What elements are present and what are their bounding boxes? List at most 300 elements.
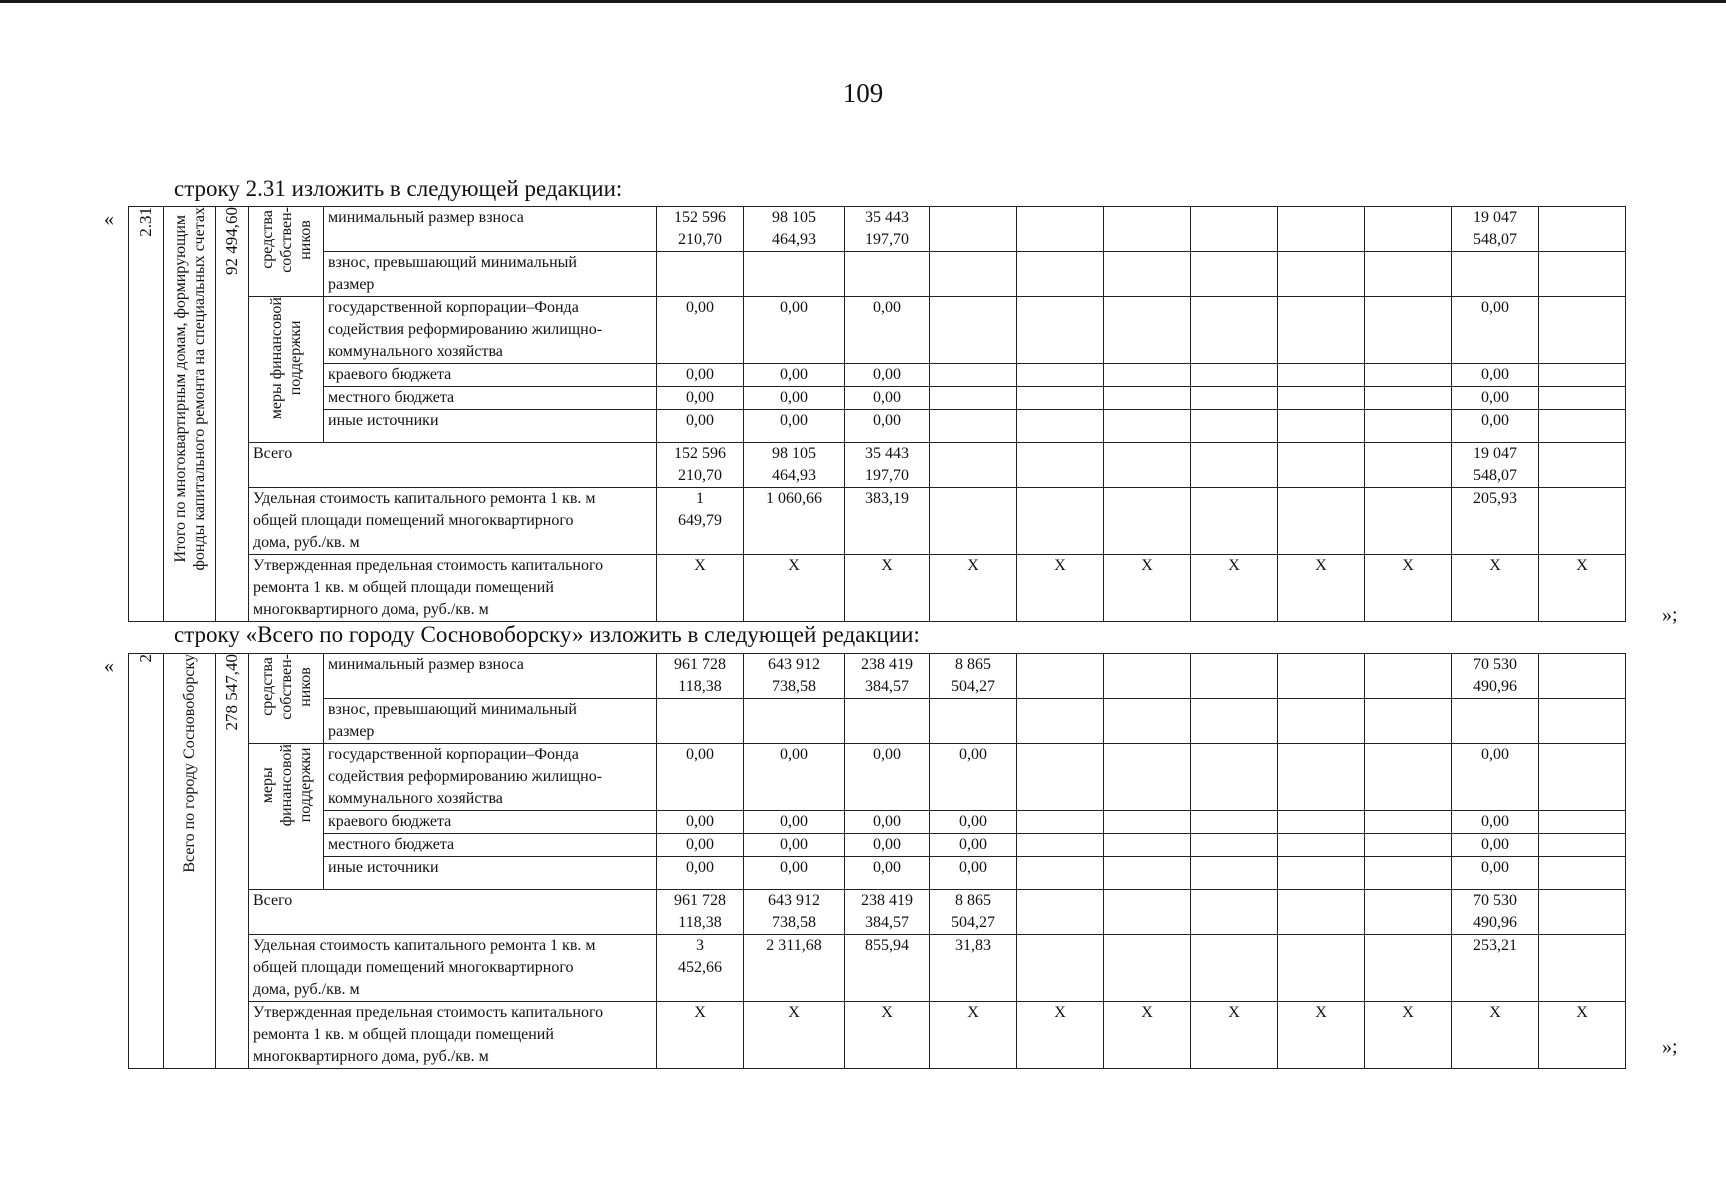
value-cell — [1365, 297, 1452, 364]
value-cell — [1191, 857, 1278, 890]
value-cell — [845, 890, 930, 935]
value-cell — [1365, 654, 1452, 699]
value-cell — [930, 699, 1017, 744]
value-cell — [1539, 744, 1626, 811]
value-cell — [1104, 252, 1191, 297]
row-label-over-fee — [324, 699, 657, 744]
total-area-text: 92 494,60 — [222, 207, 241, 275]
value-cell — [1104, 699, 1191, 744]
value-cell — [1365, 935, 1452, 1002]
row-label-line: Утвержденная предельная стоимость капитального — [253, 557, 604, 574]
data-table — [128, 206, 1699, 622]
row-label-local: местного бюджета — [324, 834, 657, 857]
value-line: 464,93 — [772, 231, 816, 248]
value-cell — [744, 857, 845, 890]
value-cell — [657, 935, 744, 1002]
value-line: 1 — [696, 490, 704, 507]
value-cell — [1278, 297, 1365, 364]
value-cell — [1452, 654, 1539, 699]
value-line: 0,00 — [959, 746, 987, 763]
value-cell — [1104, 443, 1191, 488]
value-cell — [1278, 935, 1365, 1002]
value-cell — [1017, 1002, 1104, 1069]
row-label-line: дома, руб./кв. м — [253, 534, 360, 551]
value-line: 0,00 — [686, 859, 714, 876]
value-cell — [845, 699, 930, 744]
value-cell — [1365, 488, 1452, 555]
row-number — [129, 654, 164, 1069]
value-cell — [1191, 555, 1278, 622]
table-row — [129, 744, 1699, 811]
value-line: 855,94 — [865, 937, 909, 954]
value-cell — [930, 297, 1017, 364]
value-cell — [1365, 744, 1452, 811]
group-owner-funds-line: собствен- — [277, 207, 295, 273]
value-cell — [1017, 834, 1104, 857]
value-line: 0,00 — [873, 366, 901, 383]
value-cell — [1104, 207, 1191, 252]
value-line: 253,21 — [1473, 937, 1517, 954]
value-line: 383,19 — [865, 490, 909, 507]
row-label-regional: краевого бюджета — [324, 364, 657, 387]
value-cell — [657, 654, 744, 699]
value-cell — [1191, 654, 1278, 699]
group-financial-support — [249, 297, 324, 443]
value-line: 0,00 — [959, 813, 987, 830]
row-name-text — [171, 207, 209, 571]
value-cell — [1452, 252, 1539, 297]
value-line: 0,00 — [686, 389, 714, 406]
value-cell — [1539, 443, 1626, 488]
row-label-line: государственной корпорации–Фонда — [328, 746, 579, 763]
value-cell — [845, 834, 930, 857]
row-label-corp — [324, 744, 657, 811]
value-cell — [1017, 857, 1104, 890]
value-line: 0,00 — [873, 389, 901, 406]
row-label-line: взнос, превышающий минимальный — [328, 254, 577, 271]
value-line: 0,00 — [873, 813, 901, 830]
value-cell — [1104, 387, 1191, 410]
value-line: 961 728 — [674, 656, 726, 673]
value-cell — [657, 699, 744, 744]
value-cell — [1365, 555, 1452, 622]
value-cell — [1017, 811, 1104, 834]
value-cell — [1278, 555, 1365, 622]
table-row — [129, 1002, 1699, 1069]
group-financial-support-line: финансовой — [277, 744, 295, 827]
value-cell — [1104, 555, 1191, 622]
value-cell — [744, 1002, 845, 1069]
value-cell — [845, 935, 930, 1002]
value-line: 452,66 — [678, 959, 722, 976]
closing-quote: »; — [1662, 604, 1678, 626]
table-row — [129, 555, 1699, 622]
row-label-limit-cost — [249, 555, 657, 622]
value-cell — [657, 252, 744, 297]
value-line: 0,00 — [780, 299, 808, 316]
value-line: 0,00 — [780, 836, 808, 853]
row-label-total: Всего — [249, 890, 657, 935]
total-area-text: 278 547,40 — [222, 654, 241, 731]
value-cell — [1539, 811, 1626, 834]
value-cell — [930, 387, 1017, 410]
value-line: 205,93 — [1473, 490, 1517, 507]
value-line: X — [1141, 557, 1153, 574]
row-label-other: иные источники — [324, 857, 657, 890]
value-cell — [744, 555, 845, 622]
value-line: 1 060,66 — [766, 490, 822, 507]
value-cell — [1452, 443, 1539, 488]
value-cell — [1104, 364, 1191, 387]
opening-quote: « — [104, 208, 114, 230]
value-cell — [1452, 297, 1539, 364]
scan-edge — [0, 0, 1726, 3]
row-label-corp — [324, 297, 657, 364]
row-name — [164, 207, 216, 622]
table-row — [129, 890, 1699, 935]
value-line: 0,00 — [686, 366, 714, 383]
value-line: 0,00 — [1481, 412, 1509, 429]
value-line: 8 865 — [955, 892, 991, 909]
value-line: 738,58 — [772, 678, 816, 695]
value-cell — [1278, 252, 1365, 297]
value-cell — [744, 364, 845, 387]
value-line: 0,00 — [1481, 859, 1509, 876]
value-cell — [657, 443, 744, 488]
table-row — [129, 811, 1699, 834]
value-cell — [1539, 935, 1626, 1002]
value-cell — [1104, 890, 1191, 935]
value-cell — [744, 699, 845, 744]
value-line: X — [1054, 557, 1066, 574]
value-cell — [1191, 1002, 1278, 1069]
value-cell — [1017, 297, 1104, 364]
value-line: 0,00 — [686, 746, 714, 763]
value-cell — [744, 811, 845, 834]
value-cell — [1104, 488, 1191, 555]
value-line: 0,00 — [873, 412, 901, 429]
value-cell — [657, 410, 744, 443]
value-line: 98 105 — [772, 445, 816, 462]
value-cell — [744, 252, 845, 297]
value-cell — [1539, 387, 1626, 410]
value-cell — [1539, 252, 1626, 297]
value-cell — [1191, 387, 1278, 410]
value-cell — [930, 811, 1017, 834]
value-line: 490,96 — [1473, 914, 1517, 931]
value-cell — [744, 207, 845, 252]
row-label-min-fee: минимальный размер взноса — [324, 207, 657, 252]
value-line: X — [694, 1004, 706, 1021]
value-cell — [1278, 890, 1365, 935]
row-label-line: многоквартирного дома, руб./кв. м — [253, 1048, 489, 1065]
value-cell — [1539, 699, 1626, 744]
row-label-regional: краевого бюджета — [324, 811, 657, 834]
value-line: 961 728 — [674, 892, 726, 909]
value-cell — [1017, 488, 1104, 555]
value-cell — [1191, 890, 1278, 935]
value-cell — [1365, 364, 1452, 387]
value-cell — [1278, 744, 1365, 811]
row-name-line: Всего по городу Сосновоборску — [181, 654, 198, 873]
value-line: 98 105 — [772, 209, 816, 226]
value-cell — [657, 555, 744, 622]
group-financial-support — [249, 744, 324, 890]
value-line: 0,00 — [780, 366, 808, 383]
value-cell — [845, 297, 930, 364]
value-cell — [744, 744, 845, 811]
value-line: X — [1489, 1004, 1501, 1021]
value-cell — [1539, 364, 1626, 387]
total-area — [216, 207, 249, 622]
row-label-line: содействия реформированию жилищно- — [328, 768, 603, 785]
value-cell — [1278, 364, 1365, 387]
value-cell — [930, 555, 1017, 622]
value-line: 0,00 — [686, 299, 714, 316]
data-table — [128, 653, 1699, 1069]
value-cell — [1452, 890, 1539, 935]
value-line: X — [1576, 1004, 1588, 1021]
value-cell — [1365, 252, 1452, 297]
value-line: 70 530 — [1473, 656, 1517, 673]
row-label-other: иные источники — [324, 410, 657, 443]
value-cell — [1452, 811, 1539, 834]
value-cell — [930, 935, 1017, 1002]
value-cell — [1452, 935, 1539, 1002]
value-line: X — [788, 1004, 800, 1021]
value-line: X — [1402, 1004, 1414, 1021]
value-cell — [845, 387, 930, 410]
value-line: 0,00 — [1481, 389, 1509, 406]
row-label-line: государственной корпорации–Фонда — [328, 299, 579, 316]
table-row — [129, 364, 1699, 387]
section-heading: строку 2.31 изложить в следующей редакции: — [174, 176, 623, 201]
value-cell — [1365, 1002, 1452, 1069]
value-cell — [1191, 297, 1278, 364]
group-financial-support-line: поддержки — [296, 747, 314, 823]
value-cell — [1365, 443, 1452, 488]
value-cell — [930, 834, 1017, 857]
value-cell — [744, 297, 845, 364]
row-label-line: ремонта 1 кв. м общей площади помещений — [253, 1026, 554, 1043]
value-cell — [1191, 443, 1278, 488]
value-line: 152 596 — [674, 445, 726, 462]
value-line: 548,07 — [1473, 467, 1517, 484]
value-line: 504,27 — [951, 914, 995, 931]
value-cell — [1017, 364, 1104, 387]
value-cell — [1539, 207, 1626, 252]
value-line: X — [1576, 557, 1588, 574]
value-line: 152 596 — [674, 209, 726, 226]
value-line: 31,83 — [955, 937, 991, 954]
value-cell — [1452, 207, 1539, 252]
value-cell — [1452, 834, 1539, 857]
value-cell — [1104, 1002, 1191, 1069]
total-area — [216, 654, 249, 1069]
table-row — [129, 252, 1699, 297]
value-cell — [657, 488, 744, 555]
value-cell — [1365, 811, 1452, 834]
value-line: X — [1228, 557, 1240, 574]
value-cell — [845, 744, 930, 811]
value-line: 0,00 — [686, 412, 714, 429]
value-cell — [1104, 935, 1191, 1002]
row-label-line: коммунального хозяйства — [328, 790, 503, 807]
group-owner-funds-line: собствен- — [277, 654, 295, 720]
value-line: 0,00 — [686, 836, 714, 853]
value-cell — [657, 207, 744, 252]
value-cell — [744, 488, 845, 555]
group-owner-funds-line: средства — [258, 210, 276, 270]
value-cell — [657, 811, 744, 834]
value-cell — [930, 890, 1017, 935]
value-cell — [1278, 387, 1365, 410]
value-cell — [657, 364, 744, 387]
page-number: 109 — [842, 78, 884, 108]
value-cell — [1452, 410, 1539, 443]
value-cell — [845, 443, 930, 488]
value-line: 490,96 — [1473, 678, 1517, 695]
value-line: 738,58 — [772, 914, 816, 931]
value-cell — [1104, 410, 1191, 443]
value-line: 0,00 — [873, 746, 901, 763]
value-cell — [1278, 811, 1365, 834]
opening-quote: « — [104, 655, 114, 677]
value-cell — [1452, 857, 1539, 890]
value-cell — [657, 387, 744, 410]
value-cell — [1452, 744, 1539, 811]
value-line: 0,00 — [1481, 366, 1509, 383]
value-line: 19 047 — [1473, 445, 1517, 462]
value-cell — [1017, 410, 1104, 443]
value-line: 118,38 — [678, 914, 722, 931]
value-cell — [1017, 207, 1104, 252]
value-line: X — [694, 557, 706, 574]
value-cell — [1365, 857, 1452, 890]
value-cell — [1539, 834, 1626, 857]
value-cell — [1191, 207, 1278, 252]
group-financial-support-text — [267, 297, 305, 419]
value-cell — [744, 443, 845, 488]
row-name-line: фонды капитального ремонта на специальных счетах — [190, 207, 208, 571]
value-cell — [930, 488, 1017, 555]
value-line: 0,00 — [959, 859, 987, 876]
value-cell — [1104, 744, 1191, 811]
group-financial-support-line: поддержки — [287, 320, 304, 396]
value-cell — [1104, 811, 1191, 834]
value-cell — [845, 555, 930, 622]
value-line: 19 047 — [1473, 209, 1517, 226]
value-cell — [1278, 443, 1365, 488]
value-cell — [1365, 207, 1452, 252]
value-cell — [657, 890, 744, 935]
value-cell — [1017, 555, 1104, 622]
value-cell — [1452, 488, 1539, 555]
row-label-over-fee — [324, 252, 657, 297]
value-cell — [1278, 207, 1365, 252]
value-line: 238 419 — [861, 656, 913, 673]
value-cell — [657, 297, 744, 364]
row-label-min-fee: минимальный размер взноса — [324, 654, 657, 699]
value-cell — [930, 654, 1017, 699]
value-cell — [657, 744, 744, 811]
value-line: X — [967, 1004, 979, 1021]
value-line: 35 443 — [865, 209, 909, 226]
row-label-line: коммунального хозяйства — [328, 343, 503, 360]
row-label-unit-cost — [249, 488, 657, 555]
value-line: 210,70 — [678, 231, 722, 248]
value-cell — [1539, 555, 1626, 622]
value-cell — [1191, 834, 1278, 857]
value-line: 643 912 — [768, 656, 820, 673]
row-label-line: Удельная стоимость капитального ремонта 1 кв. м — [253, 937, 596, 954]
row-name-line: Итого по многоквартирным домам, формирующим — [171, 214, 189, 563]
value-cell — [1452, 364, 1539, 387]
value-cell — [930, 443, 1017, 488]
row-label-limit-cost — [249, 1002, 657, 1069]
value-line: 0,00 — [686, 813, 714, 830]
value-line: 0,00 — [780, 412, 808, 429]
value-cell — [1278, 834, 1365, 857]
value-cell — [845, 857, 930, 890]
value-cell — [1104, 297, 1191, 364]
row-label-line: размер — [328, 276, 375, 293]
value-cell — [1452, 555, 1539, 622]
row-label-line: общей площади помещений многоквартирного — [253, 959, 574, 976]
value-cell — [845, 488, 930, 555]
value-cell — [1191, 488, 1278, 555]
value-cell — [930, 410, 1017, 443]
value-cell — [1539, 1002, 1626, 1069]
value-cell — [657, 834, 744, 857]
value-line: 0,00 — [1481, 813, 1509, 830]
value-cell — [845, 252, 930, 297]
value-cell — [845, 364, 930, 387]
value-cell — [1017, 443, 1104, 488]
row-label-line: взнос, превышающий минимальный — [328, 701, 577, 718]
row-label-local: местного бюджета — [324, 387, 657, 410]
value-cell — [1539, 297, 1626, 364]
value-line: X — [788, 557, 800, 574]
group-owner-funds-line: ников — [296, 220, 314, 260]
group-owner-funds — [249, 654, 324, 744]
row-label-total: Всего — [249, 443, 657, 488]
closing-quote: »; — [1662, 1036, 1678, 1058]
value-line: 504,27 — [951, 678, 995, 695]
group-owner-funds-text — [258, 654, 315, 720]
table-row — [129, 857, 1699, 890]
value-line: X — [1141, 1004, 1153, 1021]
value-cell — [1539, 857, 1626, 890]
value-cell — [930, 364, 1017, 387]
row-number-text: 2.31 — [136, 207, 155, 237]
row-label-line: Удельная стоимость капитального ремонта 1 кв. м — [253, 490, 596, 507]
value-line: 0,00 — [1481, 299, 1509, 316]
group-owner-funds-line: средства — [258, 657, 276, 717]
value-cell — [845, 207, 930, 252]
value-line: 3 — [696, 937, 704, 954]
value-cell — [845, 410, 930, 443]
value-cell — [1365, 699, 1452, 744]
value-cell — [1191, 252, 1278, 297]
value-cell — [1191, 935, 1278, 1002]
value-cell — [1278, 488, 1365, 555]
value-line: 649,79 — [678, 512, 722, 529]
value-line: 0,00 — [873, 299, 901, 316]
value-cell — [1365, 410, 1452, 443]
value-line: X — [1489, 557, 1501, 574]
table-row — [129, 834, 1699, 857]
